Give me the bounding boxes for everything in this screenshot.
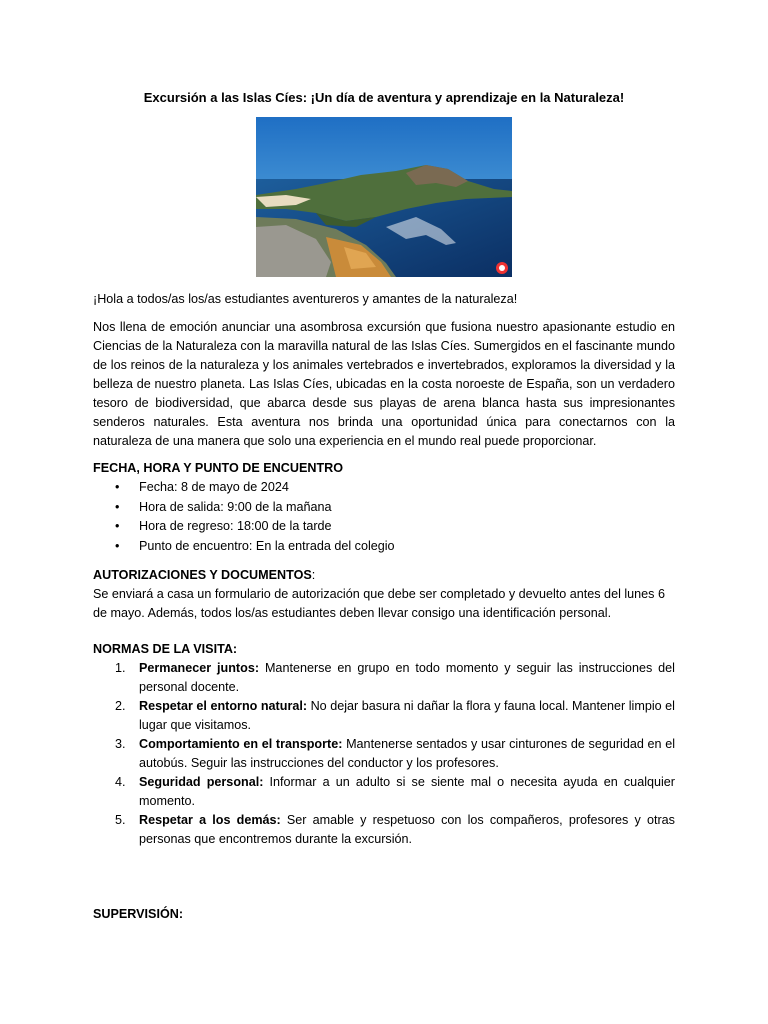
document-title: Excursión a las Islas Cíes: ¡Un día de aventura y aprendizaje en la Naturaleza! <box>143 90 625 105</box>
auth-paragraph: Se enviará a casa un formulario de autorización que debe ser completado y devuelto antes del lunes 6 de mayo. Además, todos los/as estudiantes deben llevar consigo una identificación personal. <box>93 587 665 620</box>
islands-photo <box>256 117 512 277</box>
intro-paragraph: Nos llena de emoción anunciar una asombrosa excursión que fusiona nuestro apasionante estudio en Ciencias de la Naturaleza con la maravilla natural de las Islas Cíes. Sumergidos en el fascinante mundo de los reinos de la naturaleza y los animales vertebrados e invertebrados, exploramos la diversidad y la belleza de nuestro planeta. Las Islas Cíes, ubicadas en la costa noroeste de España, son un verdadero tesoro de biodiversidad, que abarca desde sus playas de arena blanca hasta sus impresionantes senderos naturales. Esta aventura nos brinda una oportunidad única para conectarnos con la naturaleza de una manera que solo una experiencia en el mundo real puede proporcionar. <box>93 320 675 448</box>
bullet-icon: • <box>115 499 120 514</box>
list-item: 3. Comportamiento en el transporte: Mantenerse sentados y usar cinturones de seguridad en el autobús. Seguir las instrucciones del conductor y los profesores. <box>115 737 675 770</box>
list-item: • Hora de salida: 9:00 de la mañana <box>93 498 675 518</box>
bullet-icon: • <box>115 538 120 553</box>
greeting-paragraph: ¡Hola a todos/as los/as estudiantes aventureros y amantes de la naturaleza! <box>93 292 518 306</box>
rules-list <box>93 659 675 849</box>
list-item: • Punto de encuentro: En la entrada del colegio <box>93 537 675 557</box>
bullet-icon: • <box>115 480 120 494</box>
list-item: 4. Seguridad personal: Informar a un adulto si se siente mal o necesita ayuda en cualquier momento. <box>115 775 675 808</box>
auth-heading: AUTORIZACIONES Y DOCUMENTOS: <box>93 568 316 582</box>
list-item: • Hora de regreso: 18:00 de la tarde <box>93 517 675 537</box>
rules-heading: NORMAS DE LA VISITA: <box>93 642 238 656</box>
meeting-list <box>93 478 675 556</box>
bullet-icon: • <box>115 519 120 533</box>
list-item: 5. Respetar a los demás: Ser amable y respetuoso con los compañeros, profesores y otras personas que encontremos durante la excursión. <box>115 813 675 846</box>
list-item: 1. Permanecer juntos: Mantenerse en grupo en todo momento y seguir las instrucciones del personal docente. <box>115 661 675 694</box>
list-item: • Fecha: 8 de mayo de 2024 <box>93 478 675 498</box>
list-item: 2. Respetar el entorno natural: No dejar basura ni dañar la flora y fauna local. Mantener limpio el lugar que visitamos. <box>115 699 675 732</box>
meeting-heading: FECHA, HORA Y PUNTO DE ENCUENTRO <box>93 461 344 475</box>
supervision-heading: SUPERVISIÓN: <box>93 907 184 921</box>
